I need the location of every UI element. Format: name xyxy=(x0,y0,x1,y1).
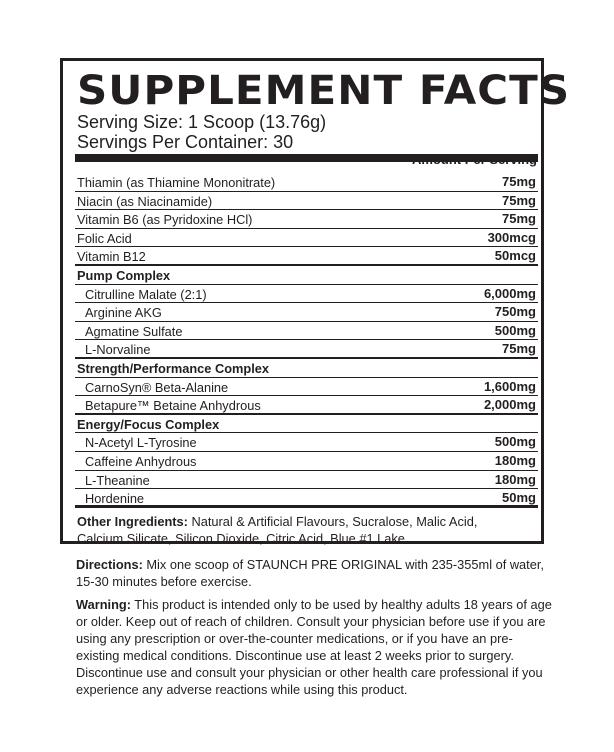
row-amount: 50mcg xyxy=(494,248,536,264)
row-amount: 500mg xyxy=(494,322,536,338)
facts-row xyxy=(75,433,538,452)
directions xyxy=(76,556,556,590)
row-label: CarnoSyn® Beta-Alanine xyxy=(85,379,229,395)
facts-row xyxy=(75,322,538,341)
other-ingredients-text: Natural & Artificial Flavours, Sucralose, Malic Acid, Calcium Silicate, Silicon Dioxide, Citric Acid, Blue #1 Lake. xyxy=(77,514,478,546)
other-ingredients xyxy=(77,513,527,547)
row-amount: 180mg xyxy=(494,452,536,468)
row-label: Hordenine xyxy=(85,491,145,507)
panel-title: SUPPLEMENT FACTS xyxy=(77,68,571,114)
row-label: Folic Acid xyxy=(77,230,132,246)
supplement-facts-panel xyxy=(60,58,571,546)
warning-text: This product is intended only to be used by healthy adults 18 years of age or older. Keep out of reach of children. Consult your physician before use if you are using any prescription or over-the-counter medications, or if you have an pre-existing medical conditions. Discontinue use at least 2 weeks prior to surgery. Discontinue use and consult your physician or other health care professional if you experience any adverse reactions while using this product. xyxy=(76,597,552,697)
facts-row xyxy=(75,471,538,490)
row-label: N-Acetyl L-Tyrosine xyxy=(85,435,197,451)
row-label: Citrulline Malate (2:1) xyxy=(85,286,207,302)
facts-row xyxy=(75,247,538,266)
warning xyxy=(76,596,556,698)
section-label: Pump Complex xyxy=(77,267,171,283)
servings-per-container: Servings Per Container: 30 xyxy=(77,132,294,152)
warning-label: Warning: xyxy=(76,597,131,612)
directions-label: Directions: xyxy=(76,557,143,572)
row-amount: 75mg xyxy=(502,192,536,208)
serving-size: Serving Size: 1 Scoop (13.76g) xyxy=(77,112,327,132)
row-label: L-Norvaline xyxy=(85,342,151,358)
facts-row xyxy=(75,452,538,471)
facts-row xyxy=(75,229,538,248)
facts-table xyxy=(75,173,538,508)
row-amount: 2,000mg xyxy=(483,397,536,413)
facts-row xyxy=(75,378,538,397)
row-label: Niacin (as Niacinamide) xyxy=(77,193,213,209)
facts-row xyxy=(75,340,538,359)
row-amount: 300mcg xyxy=(487,229,536,245)
facts-row xyxy=(75,173,538,192)
section-header-pump-complex xyxy=(75,266,538,285)
row-label: Caffeine Anhydrous xyxy=(85,453,197,469)
row-label: Thiamin (as Thiamine Mononitrate) xyxy=(77,175,276,190)
facts-row xyxy=(75,396,538,415)
section-header-strength-complex xyxy=(75,359,538,378)
row-amount: 180mg xyxy=(494,471,536,487)
row-label: Agmatine Sulfate xyxy=(85,323,183,339)
row-label: L-Theanine xyxy=(85,472,150,488)
row-label: Vitamin B6 (as Pyridoxine HCl) xyxy=(77,212,253,228)
row-amount: 50mg xyxy=(502,490,536,506)
section-label: Energy/Focus Complex xyxy=(77,416,220,432)
facts-row xyxy=(75,489,538,508)
other-ingredients-label: Other Ingredients: xyxy=(77,514,188,529)
row-label: Arginine AKG xyxy=(85,305,162,321)
section-label: Strength/Performance Complex xyxy=(77,360,269,376)
facts-row xyxy=(75,192,538,211)
row-amount: 500mg xyxy=(494,434,536,450)
row-label: Vitamin B12 xyxy=(77,249,146,265)
facts-row xyxy=(75,210,538,229)
row-amount: 750mg xyxy=(494,304,536,320)
row-amount: 1,600mg xyxy=(483,378,536,394)
row-amount: 75mg xyxy=(502,341,536,357)
facts-row xyxy=(75,303,538,322)
row-label: Betapure™ Betaine Anhydrous xyxy=(85,398,261,414)
row-amount: 6,000mg xyxy=(483,285,536,301)
amount-per-serving-header: Amount Per Serving xyxy=(412,152,537,167)
row-amount: 75mg xyxy=(502,174,536,189)
directions-text: Mix one scoop of STAUNCH PRE ORIGINAL with 235-355ml of water, 15-30 minutes before exercise. xyxy=(76,557,544,589)
row-amount: 75mg xyxy=(502,211,536,227)
facts-row xyxy=(75,285,538,304)
section-header-energy-complex xyxy=(75,415,538,434)
